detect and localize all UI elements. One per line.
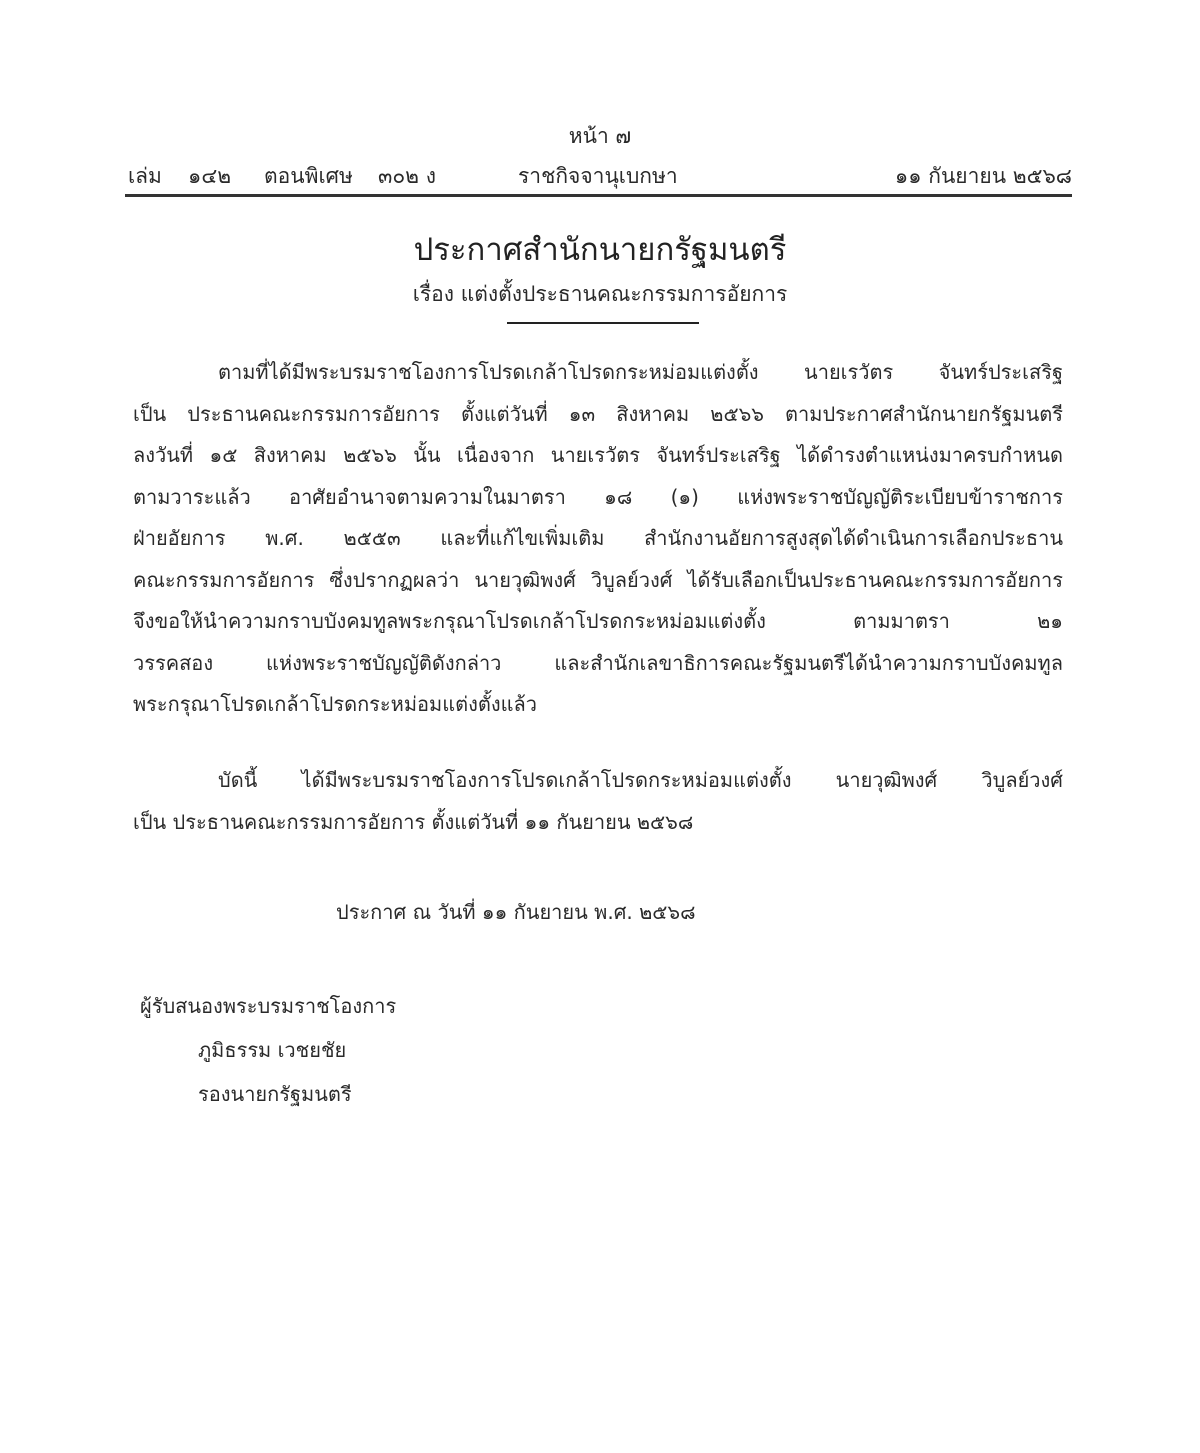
- body-line: ตามที่ได้มีพระบรมราชโองการโปรดเกล้าโปรดกระหม่อมแต่งตั้ง นายเรวัตร จันทร์ประเสริฐ: [218, 360, 1063, 384]
- announced-date: ประกาศ ณ วันที่ ๑๑ กันยายน พ.ศ. ๒๕๖๘: [336, 900, 696, 924]
- body-line: เป็น ประธานคณะกรรมการอัยการ ตั้งแต่วันที่ ๑๓ สิงหาคม ๒๕๖๖ ตามประกาศสำนักนายกรัฐมนตรี: [133, 401, 1063, 426]
- publication-date: ๑๑ กันยายน ๒๕๖๘: [894, 164, 1072, 188]
- body-line: วรรคสอง แห่งพระราชบัญญัติดังกล่าว และสำนักเลขาธิการคณะรัฐมนตรีได้นำความกราบบังคมทูล: [133, 650, 1063, 675]
- body-line: ตามวาระแล้ว อาศัยอำนาจตามความในมาตรา ๑๘ (๑) แห่งพระราชบัญญัติระเบียบข้าราชการ: [133, 484, 1063, 509]
- gazette-name: ราชกิจจานุเบกษา: [518, 164, 678, 188]
- signature-block: [140, 984, 396, 1116]
- signatory-position: รองนายกรัฐมนตรี: [198, 1082, 352, 1106]
- body-paragraph-2: [133, 760, 1063, 843]
- body-line: บัดนี้ ได้มีพระบรมราชโองการโปรดเกล้าโปรดกระหม่อมแต่งตั้ง นายวุฒิพงศ์ วิบูลย์วงศ์: [218, 768, 1063, 792]
- body-line: ฝ่ายอัยการ พ.ศ. ๒๕๕๓ และที่แก้ไขเพิ่มเติม สำนักงานอัยการสูงสุดได้ดำเนินการเลือกประธาน: [133, 526, 1063, 550]
- section-label: ตอนพิเศษ: [264, 164, 353, 188]
- page-number: หน้า ๗: [568, 124, 632, 148]
- countersign-label: ผู้รับสนองพระบรมราชโองการ: [140, 994, 397, 1018]
- body-line: คณะกรรมการอัยการ ซึ่งปรากฏผลว่า นายวุฒิพงศ์ วิบูลย์วงศ์ ได้รับเลือกเป็นประธานคณะกรรมการอัยการ: [133, 567, 1063, 592]
- body-line: พระกรุณาโปรดเกล้าโปรดกระหม่อมแต่งตั้งแล้ว: [133, 692, 538, 716]
- announcement-title: ประกาศสำนักนายกรัฐมนตรี: [413, 232, 787, 268]
- title-divider: [507, 322, 699, 324]
- body-line: ลงวันที่ ๑๕ สิงหาคม ๒๕๖๖ นั้น เนื่องจาก นายเรวัตร จันทร์ประเสริฐ ได้ดำรงตำแหน่งมาครบกำหนด: [133, 443, 1063, 467]
- body-paragraph-1: [133, 352, 1063, 726]
- section-number: ๓๐๒ ง: [378, 164, 436, 188]
- body-line: เป็น ประธานคณะกรรมการอัยการ ตั้งแต่วันที่ ๑๑ กันยายน ๒๕๖๘: [133, 809, 694, 834]
- volume-number: ๑๔๒: [188, 164, 232, 188]
- gazette-header: [128, 160, 1072, 190]
- header-divider: [125, 194, 1072, 197]
- signatory-name: ภูมิธรรม เวชยชัย: [198, 1038, 347, 1062]
- body-line: จึงขอให้นำความกราบบังคมทูลพระกรุณาโปรดเกล้าโปรดกระหม่อมแต่งตั้ง ตามมาตรา ๒๑: [133, 609, 1063, 633]
- volume-label: เล่ม: [128, 164, 162, 188]
- announcement-subject: เรื่อง แต่งตั้งประธานคณะกรรมการอัยการ: [412, 282, 788, 306]
